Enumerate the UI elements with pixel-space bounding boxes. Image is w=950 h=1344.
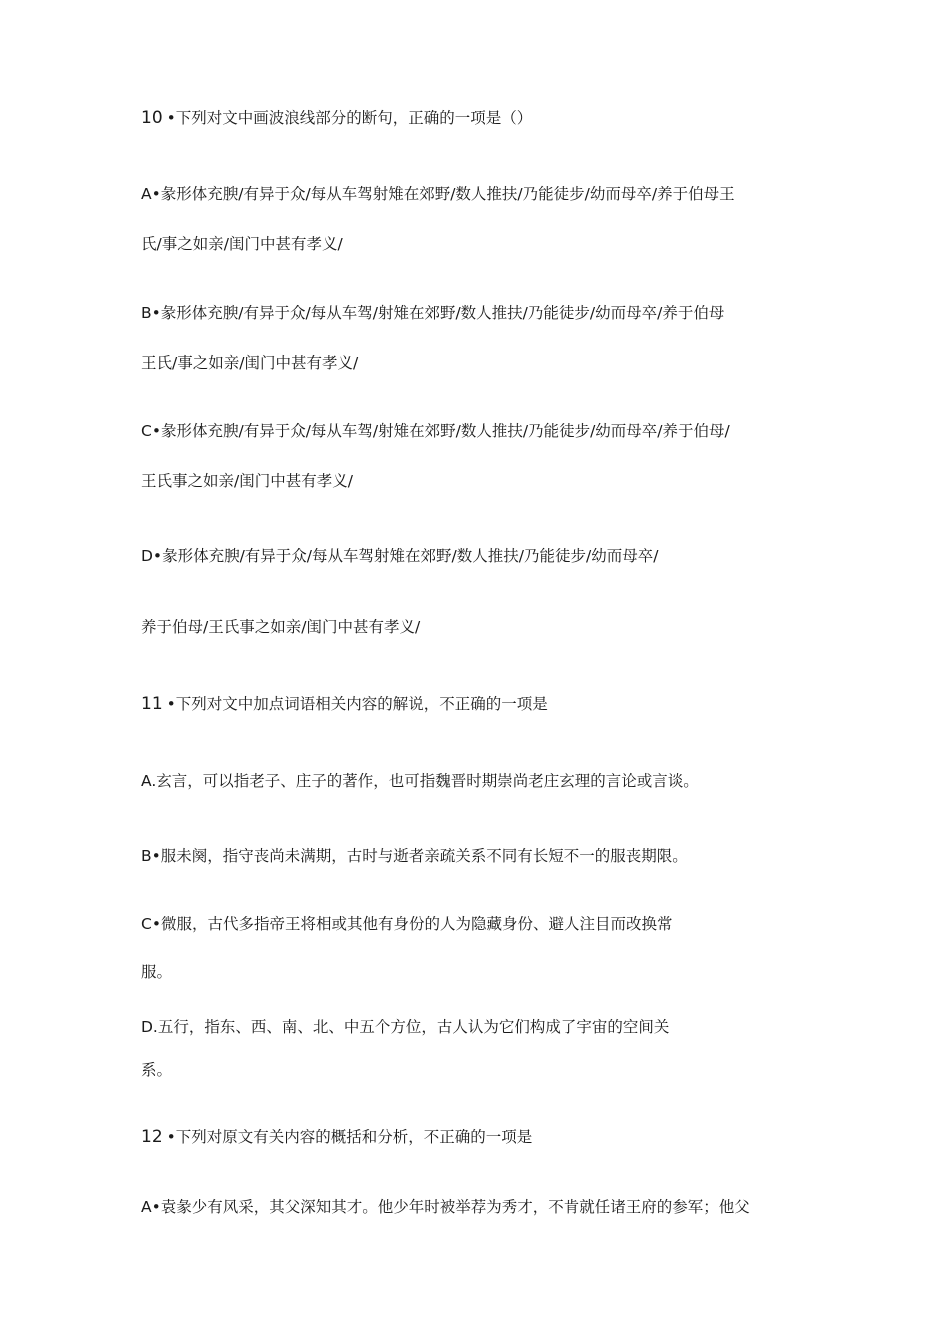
option-10d-line-1: D•彖形体充腴/有异于众/每从车驾射雉在郊野/数人推扶/乃能徒步/幼而母卒/ — [141, 547, 659, 565]
question-10-stem — [141, 108, 532, 128]
option-11c-line-2: 服。 — [141, 963, 173, 981]
question-number: 10 — [141, 108, 163, 128]
option-10c-line-1: C•彖形体充腴/有异于众/每从车驾/射雉在郊野/数人推扶/乃能徒步/幼而母卒/养于伯母/ — [141, 422, 730, 440]
question-stem-text: •下列对文中加点词语相关内容的解说，不正确的一项是 — [166, 695, 548, 713]
question-11-stem — [141, 694, 548, 714]
option-12a-line-1: A•袁彖少有风采，其父深知其才。他少年时被举荐为秀才，不肯就任诸王府的参军；他父 — [141, 1198, 750, 1216]
option-10a-line-1: A•彖形体充腴/有异于众/每从车驾射雉在郊野/数人推扶/乃能徒步/幼而母卒/养于伯母王 — [141, 185, 735, 203]
option-10a-line-2: 氏/事之如亲/闺门中甚有孝义/ — [141, 235, 343, 253]
question-number: 11 — [141, 694, 163, 714]
question-number: 12 — [141, 1127, 163, 1147]
option-10b-line-2: 王氏/事之如亲/闺门中甚有孝义/ — [141, 354, 359, 372]
option-11d-line-1: D.五行，指东、西、南、北、中五个方位，古人认为它们构成了宇宙的空间关 — [141, 1018, 670, 1036]
option-11d-line-2: 系。 — [141, 1061, 173, 1079]
option-11c-line-1: C•微服，古代多指帝王将相或其他有身份的人为隐藏身份、避人注目而改换常 — [141, 915, 673, 933]
option-10c-line-2: 王氏事之如亲/闺门中甚有孝义/ — [141, 472, 353, 490]
option-10b-line-1: B•彖形体充腴/有异于众/每从车驾/射雉在郊野/数人推扶/乃能徒步/幼而母卒/养于伯母 — [141, 304, 725, 322]
question-12-stem — [141, 1127, 532, 1147]
option-10d-line-2: 养于伯母/王氏事之如亲/闺门中甚有孝义/ — [141, 618, 421, 636]
option-11a-line-1: A.玄言，可以指老子、庄子的著作，也可指魏晋时期崇尚老庄玄理的言论或言谈。 — [141, 772, 699, 790]
question-stem-text: •下列对文中画波浪线部分的断句，正确的一项是（） — [166, 109, 533, 127]
option-11b-line-1: B•服未阕，指守丧尚未满期，古时与逝者亲疏关系不同有长短不一的服丧期限。 — [141, 847, 688, 865]
question-stem-text: •下列对原文有关内容的概括和分析，不正确的一项是 — [166, 1128, 533, 1146]
